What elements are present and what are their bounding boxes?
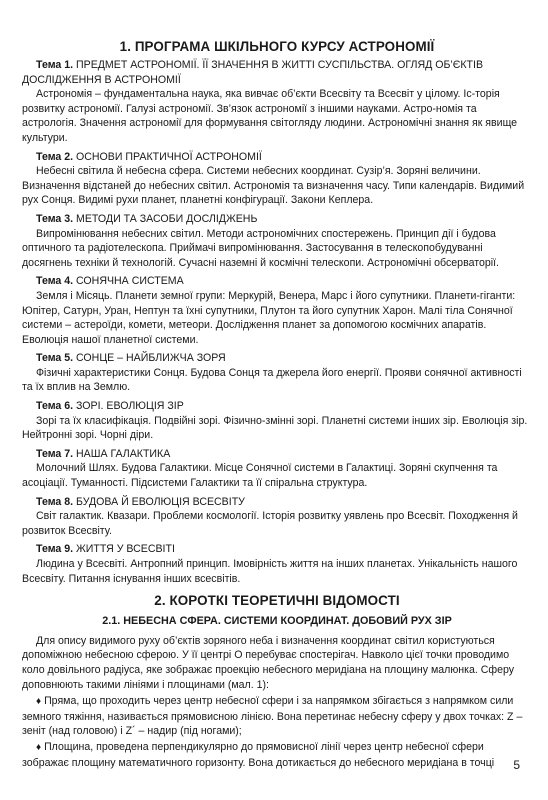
topic-text: Зорі та їх класифікація. Подвійні зорі. Фізично-змінні зорі. Планетні системи інших зір. Еволюція зір. Нейтронні зорі. Чорні діри. xyxy=(22,414,528,442)
topic-heading xyxy=(22,542,532,557)
bullet-text: Площина, проведена перпендикулярно до прямовисної лінії через центр небесної сфери зображає площину математичного горизонту. Вона дотикається до небесного меридіана в точці xyxy=(22,740,495,769)
topic-name: БУДОВА Й ЕВОЛЮЦІЯ ВСЕСВІТУ xyxy=(76,495,245,508)
topic-name: СОНЯЧНА СИСТЕМА xyxy=(76,275,184,288)
topic-text: Людина у Всесвіті. Антропний принцип. Імовірність життя на інших планетах. Унікальність нашого Всесвіту. Питання існування інших всесвітів. xyxy=(22,558,518,585)
topic-list xyxy=(22,58,532,586)
topic-heading xyxy=(22,212,532,227)
topic-label: Тема 9. xyxy=(36,543,74,556)
topic-label: Тема 6. xyxy=(36,400,74,413)
section2-intro: Для опису видимого руху об’єктів зоряного неба і визначення координат світил користуються допоміжною небесною сферою. У її центрі O перебуває спостерігач. Навколо цієї точки проводимо коло довільного радіуса, яке зображає проекцію небесного меридіана на площину малюнка. Сферу доповнюють такими лініями і площинами (мал. 1): xyxy=(22,634,515,691)
bullet-item xyxy=(22,694,532,739)
topic-label: Тема 5. xyxy=(36,352,74,365)
topic-label: Тема 7. xyxy=(36,447,74,460)
topic-label: Тема 4. xyxy=(36,275,74,288)
topic-name: ОСНОВИ ПРАКТИЧНОЇ АСТРОНОМІЇ xyxy=(76,150,262,163)
topic-heading xyxy=(22,399,532,414)
topic-name: МЕТОДИ ТА ЗАСОБИ ДОСЛІДЖЕНЬ xyxy=(76,212,258,225)
diamond-bullet-icon: ♦ xyxy=(36,696,42,708)
bullet-item xyxy=(22,740,532,770)
page-content xyxy=(22,38,532,771)
topic-text: Астрономія – фундаментальна наука, яка вивчає об’єкти Всесвіту та Всесвіт у цілому. Іс-торія розвитку астрономії. Галузі астрономії. Зв’язок астрономії з іншими науками. Астро-номія та астрологія. Значення астрономії для формування світогляду людини. Астрономічні знання як явище культури. xyxy=(22,88,518,144)
topic-text: Небесні світила й небесна сфера. Системи небесних координат. Сузір’я. Зоряні величини. Визначення відстаней до небесних світил. Астрономія та визначення часу. Типи календарів. Видимий рух Сонця. Видимі рухи планет, планетні конфігурації. Закони Кеплера. xyxy=(22,165,525,207)
topic-name: НАША ГАЛАКТИКА xyxy=(76,447,171,460)
topic-text: Світ галактик. Квазари. Проблеми космології. Історія розвитку уявлень про Всесвіт. Походження й розвиток Всесвіту. xyxy=(22,510,518,537)
topic-text: Молочний Шлях. Будова Галактики. Місце Сонячної системи в Галактиці. Зоряні скупчення та асоціації. Туманності. Підсистеми Галактики та її спіральна структура. xyxy=(22,462,498,490)
topic-name: ПРЕДМЕТ АСТРОНОМІЇ. ЇЇ ЗНАЧЕННЯ В ЖИТТІ СУСПІЛЬСТВА. ОГЛЯД ОБ’ЄКТІВ ДОСЛІДЖЕННЯ В АСТРОНОМІЇ xyxy=(22,59,484,86)
diamond-bullet-icon: ♦ xyxy=(36,741,42,753)
bullet-text: Пряма, що проходить через центр небесної сфери і за напрямком збігається з напрямком сили земного тяжіння, називається прямовисною лінією. Вона перетинає небесну сферу у двох точках: Z – зеніт (над головою) і Z´ – надир (під ногами); xyxy=(22,695,523,738)
topic-name: ЗОРІ. ЕВОЛЮЦІЯ ЗІР xyxy=(76,400,184,413)
topic-heading xyxy=(22,150,532,165)
topic-heading xyxy=(22,58,532,87)
topic-name: ЖИТТЯ У ВСЕСВІТІ xyxy=(76,543,175,556)
topic-label: Тема 8. xyxy=(36,495,74,508)
topic-name: СОНЦЕ – НАЙБЛИЖЧА ЗОРЯ xyxy=(76,352,226,365)
topic-label: Тема 1. xyxy=(36,59,74,71)
topic-text: Фізичні характеристики Сонця. Будова Сонця та джерела його енергії. Прояви сонячної активності та їх вплив на Землю. xyxy=(22,366,522,394)
topic-label: Тема 2. xyxy=(36,150,74,163)
topic-heading xyxy=(22,447,532,462)
topic-text: Земля і Місяць. Планети земної групи: Меркурій, Венера, Марс і його супутники. Планети-гіганти: Юпітер, Сатурн, Уран, Нептун та їхні супутники, Плутон та його супутник Харон. Малі тіла Сонячної системи – астероїди, комети, метеори. Дослідження планет за допомогою космічних апаратів. Еволюція нашої планетної системи. xyxy=(22,289,516,346)
topic-heading xyxy=(22,351,532,366)
topic-label: Тема 3. xyxy=(36,212,74,225)
page-number: 5 xyxy=(513,758,520,772)
topic-text: Випромінювання небесних світил. Методи астрономічних спостережень. Принцип дії і будова оптичного та радіотелескопа. Приймачі випромінювання. Застосування в телескопобудуванні досягнень техніки й технологій. Сучасні наземні й космічні телескопи. Астрономічні обсерваторії. xyxy=(22,227,499,269)
section1-title: 1. ПРОГРАМА ШКІЛЬНОГО КУРСУ АСТРОНОМІЇ xyxy=(119,39,435,54)
bullet-list xyxy=(22,694,532,770)
section2-title: 2. КОРОТКІ ТЕОРЕТИЧНІ ВІДОМОСТІ xyxy=(154,593,400,609)
topic-heading xyxy=(22,495,532,510)
section2-subtitle: 2.1. НЕБЕСНА СФЕРА. СИСТЕМИ КООРДИНАТ. ДОБОВИЙ РУХ ЗІР xyxy=(102,615,452,628)
topic-heading xyxy=(22,274,532,289)
